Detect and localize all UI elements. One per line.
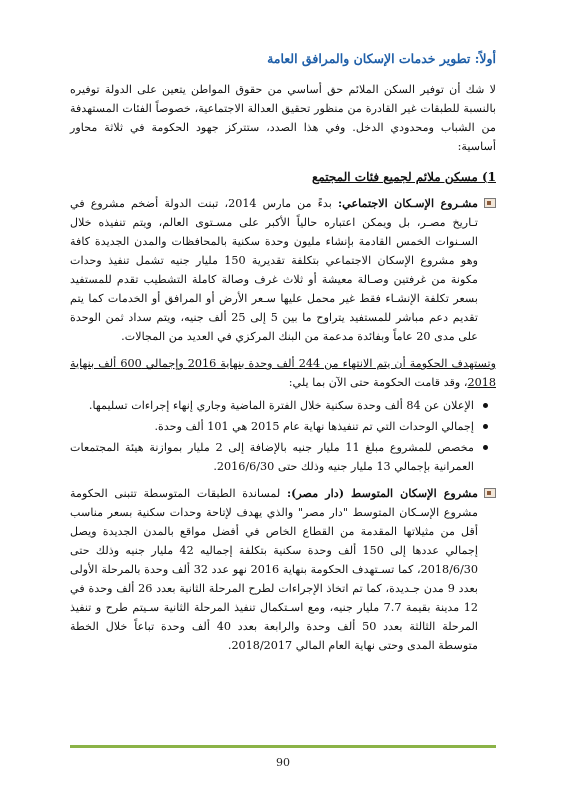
middle-housing-item [70,484,496,655]
social-housing-text [70,194,478,346]
target-line-highlight: وتستهدف الحكومة أن يتم الانتهاء من 244 ألف وحدة بنهاية 2016 وإجمالي 600 ألف بنهاية 2018 [70,357,496,389]
document-bullet-icon [484,488,496,498]
middle-housing-body: لمساندة الطبقات المتوسطة تتبنى الحكومة مشروع الإسـكان المتوسط "دار مصر" والذي يهدف لإتاحة وحدات سكنية بسعر مناسب أقل من مثيلاتها المقدمة من القطاع الخاص في أفضل مواقع بالمدن الجديدة ويصل إجمالي عددها إلى 150 ألف وحدة سكنية بتكلفة إجماليه 42 مليار جنيه وذلك حتى 2018/6/30، كما تسـتهدف الحكومة بنهاية 2016 نهو عدد 32 ألف وحدة بالمرحلة الأولى بعدد 9 مدن جـديدة، كما تم اتخاذ الإجراءات لطرح المرحلة الثانية بعدد 26 ألف وحدة في 12 مدينة بقيمة 7.7 مليار جنيه، ومع اسـتكمال تنفيذ المرحلة الثانية سـيتم طرح و تنفيذ المرحلة الثالثة بعدد 50 ألف وحدة والرابعة بعدد 40 ألف وحدة تباعاً خلال الخطة متوسطة المدى وحتى نهاية العام المالي 2018/2017. [70,487,478,652]
social-housing-item [70,194,496,346]
target-line [70,354,496,392]
subsection-heading: 1) مسكن ملائم لجميع فئات المجتمع [311,170,496,184]
page-content [70,50,496,663]
document-bullet-icon [484,198,496,208]
list-item: الإعلان عن 84 ألف وحدة سكنية خلال الفترة الماضية وجاري إنهاء إجراءات تسليمها. [70,396,474,415]
page-number: 90 [276,756,290,769]
section-title: أولاً: تطوير خدمات الإسكان والمرافق العامة [267,51,496,66]
social-housing-title: مشـروع الإسـكان الاجتماعي: [337,196,478,210]
list-item: مخصص للمشروع مبلغ 11 مليار جنيه بالإضافة إلى 2 مليار بموازنة هيئة المجتمعات العمرانية بإجمالي 13 مليار جنيه وذلك حتى 2016/6/30. [70,438,474,476]
list-item: إجمالي الوحدات التي تم تنفيذها نهاية عام 2015 هي 101 ألف وحدة. [70,417,474,436]
intro-paragraph: لا شك أن توفير السكن الملائم حق أساسي من حقوق المواطن يتعين على الدولة توفيره بالنسبة للطبقات غير القادرة من منظور تحقيق العدالة الاجتماعية، خصوصاً الفئات المستهدفة من الشباب ومحدودي الدخل. وفي هذا الصدد، ستتركز جهود الحكومة في ثلاثة محاور أساسية: [70,83,496,153]
target-line-rest: ، وقد قامت الحكومة حتى الآن بما يلي: [288,376,468,389]
middle-housing-text [70,484,478,655]
achievements-list [70,396,496,476]
social-housing-body: بدءً من مارس 2014، تبنت الدولة أضخم مشروع في تـاريخ مصـر، بل ويمكن اعتباره حالياً الأكبر على مسـتوى العالم، ويتم تنفيذه خلال السـنوات الخمس القادمة بإنشاء مليون وحدة سكنية بالمحافظات والمدن الجديدة كافة وهو مشروع الإسكان الاجتماعي بتكلفة تقديرية 150 مليار جنيه تشمل تنفيذ وحدات مكونة من غرفتين وصـالة معيشة أو ثلاث غرف وصالة كاملة التشطيب تقدم للمستفيد بسعر تكلفة الإنشـاء فقط غير محمل عليها سـعر الأرض أو المرافق أو الخدمات كما يتم تقديم دعم مباشر للمستفيد يتراوح ما بين 5 إلى 25 ألف جنيه، ويتم سداد ثمن الوحدة على مدى 20 عاماً وبفائدة مدعمة من البنك المركزي في العديد من المجالات. [70,197,478,343]
footer-divider [70,745,496,748]
middle-housing-title: مشروع الإسكان المتوسط (دار مصر): [286,486,478,500]
